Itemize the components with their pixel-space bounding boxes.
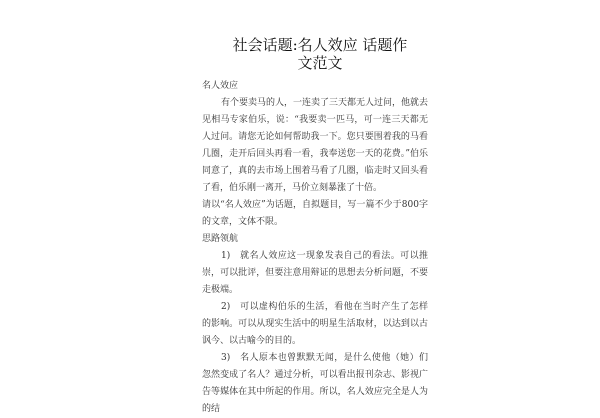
guide-point-2: 2) 可以虚构伯乐的生活，看他在当时产生了怎样的影响。可以从现实生活中的明星生活取材，以达到以古讽今、以古喻今的目的。 — [202, 302, 428, 346]
guide-point-1: 1) 就名人效应这一现象发表自己的看法。可以推崇，可以批评，但要注意用辩证的思想去分析问题，不要走极端。 — [202, 251, 428, 295]
document-title-line-1: 社会话题:名人效应 话题作 — [232, 36, 408, 54]
guide-heading: 思路领航 — [202, 234, 239, 244]
section-heading: 名人效应 — [202, 81, 239, 91]
guide-point-3: 3) 名人原本也曾默默无闻，是什么使他（她）们忽然变成了名人？通过分析，可以看出报刊杂志、影视广告等媒体在其中所起的作用。所以，名人效应完全是人为的结 — [202, 353, 428, 414]
document-body — [202, 78, 428, 418]
essay-instruction: 请以“名人效应”为话题，自拟题目，写一篇不少于800字的文章，文体不限。 — [202, 200, 428, 227]
story-paragraph: 有个要卖马的人，一连卖了三天都无人过问，他就去见相马专家伯乐，说：“我要卖一匹马，可一连三天都无人过问。请您无论如何帮助我一下。您只要围着我的马看几圈，走开后回头再看一看，我奉送您一天的花费。”伯乐同意了，真的去市场上围着马看了几圈，临走时又回头看了看，伯乐刚一离开，马价立刻暴涨了十倍。 — [202, 98, 429, 193]
document-title-line-2: 文范文 — [297, 54, 343, 72]
